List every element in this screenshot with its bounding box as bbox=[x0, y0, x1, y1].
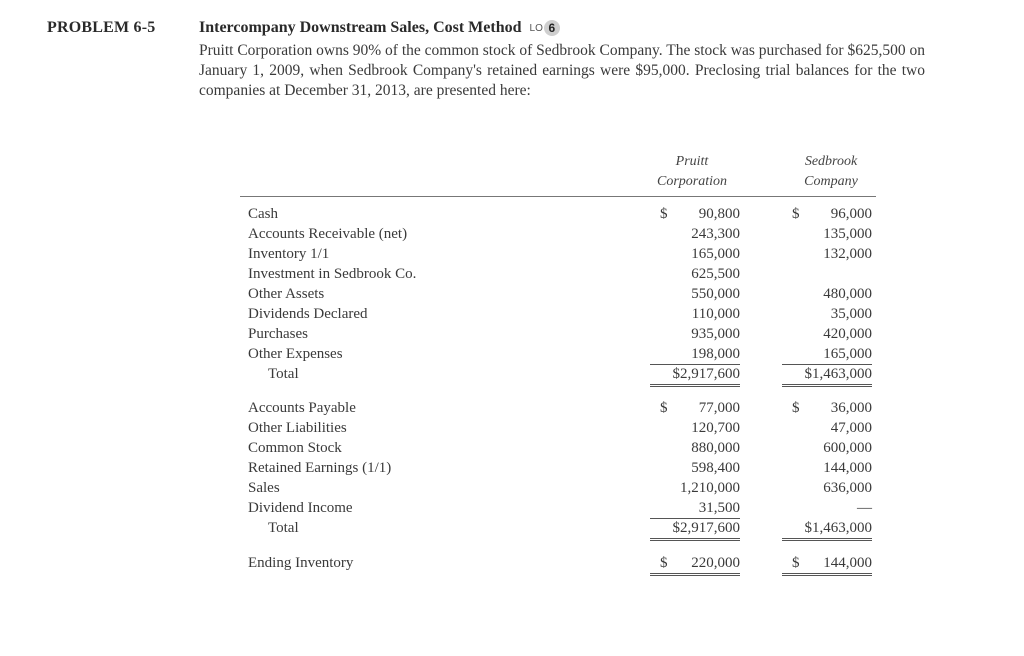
pruitt-value: 550,000 bbox=[691, 286, 740, 302]
sedbrook-value: 600,000 bbox=[823, 440, 872, 456]
column-header-sedbrook bbox=[771, 152, 891, 192]
pruitt-value: 31,500 bbox=[650, 498, 740, 519]
column-header-pruitt bbox=[632, 152, 752, 192]
problem-title bbox=[199, 19, 560, 37]
pruitt-value: 598,400 bbox=[691, 460, 740, 476]
sedbrook-value: 636,000 bbox=[823, 480, 872, 496]
column-header-pruitt-line2: Corporation bbox=[656, 174, 727, 189]
dollar-sign: $ bbox=[792, 400, 800, 416]
trial-balance-row bbox=[248, 418, 874, 438]
trial-balance-row bbox=[248, 498, 874, 518]
trial-balance-row bbox=[248, 224, 874, 244]
sedbrook-value: — bbox=[857, 500, 872, 516]
problem-title-text: Intercompany Downstream Sales, Cost Method bbox=[199, 19, 522, 36]
dollar-sign: $ bbox=[792, 555, 800, 571]
row-label: Retained Earnings (1/1) bbox=[248, 460, 392, 476]
ending-inventory-row bbox=[248, 553, 874, 573]
trial-balance-row bbox=[248, 304, 874, 324]
pruitt-total: $2,917,600 bbox=[650, 518, 740, 541]
sedbrook-value: 144,000 bbox=[782, 553, 872, 576]
pruitt-value: 935,000 bbox=[691, 326, 740, 342]
row-label: Other Liabilities bbox=[248, 420, 347, 436]
sedbrook-value: 96,000 bbox=[830, 206, 872, 222]
sedbrook-value: 420,000 bbox=[823, 326, 872, 342]
pruitt-value: 77,000 bbox=[698, 400, 740, 416]
row-label: Other Expenses bbox=[248, 346, 343, 362]
sedbrook-total: $1,463,000 bbox=[782, 518, 872, 541]
row-label: Cash bbox=[248, 206, 278, 222]
column-header-sedbrook-line1: Sedbrook bbox=[804, 154, 858, 169]
trial-balance-row bbox=[248, 478, 874, 498]
row-label: Common Stock bbox=[248, 440, 342, 456]
row-label: Ending Inventory bbox=[248, 555, 354, 571]
sedbrook-value: 36,000 bbox=[830, 400, 872, 416]
trial-balance-row bbox=[248, 264, 874, 284]
sedbrook-value: 132,000 bbox=[823, 246, 872, 262]
pruitt-value: 198,000 bbox=[650, 344, 740, 365]
row-label: Investment in Sedbrook Co. bbox=[248, 266, 417, 282]
sedbrook-value: 35,000 bbox=[830, 306, 872, 322]
trial-balance-row bbox=[248, 458, 874, 478]
trial-balance-row bbox=[248, 398, 874, 418]
row-label: Sales bbox=[248, 480, 280, 496]
dollar-sign: $ bbox=[660, 400, 668, 416]
pruitt-value: 120,700 bbox=[691, 420, 740, 436]
total-row bbox=[248, 518, 874, 538]
pruitt-value: 1,210,000 bbox=[680, 480, 740, 496]
column-header-pruitt-line1: Pruitt bbox=[675, 154, 709, 169]
pruitt-value: 243,300 bbox=[691, 226, 740, 242]
pruitt-value: 90,800 bbox=[698, 206, 740, 222]
trial-balance-row bbox=[248, 244, 874, 264]
row-label: Accounts Payable bbox=[248, 400, 356, 416]
trial-balance-row bbox=[248, 324, 874, 344]
pruitt-total: $2,917,600 bbox=[650, 364, 740, 387]
lo-prefix: LO bbox=[529, 22, 543, 34]
row-label: Dividend Income bbox=[248, 500, 353, 516]
trial-balance-row bbox=[248, 344, 874, 364]
problem-label: PROBLEM 6-5 bbox=[47, 19, 156, 36]
learning-objective-badge bbox=[530, 20, 560, 36]
pruitt-value: 625,500 bbox=[691, 266, 740, 282]
total-row bbox=[248, 364, 874, 384]
lo-number: 6 bbox=[544, 20, 560, 36]
dollar-sign: $ bbox=[660, 206, 668, 222]
problem-intro: Pruitt Corporation owns 90% of the common stock of Sedbrook Company. The stock was purchased for $625,500 on January 1, 2009, when Sedbrook Company's retained earnings were $95,000. Preclosing trial balances for the two companies at December 31, 2013, are presented here: bbox=[199, 42, 925, 99]
row-label: Accounts Receivable (net) bbox=[248, 226, 408, 242]
sedbrook-value: 144,000 bbox=[823, 460, 872, 476]
trial-balance-row bbox=[248, 204, 874, 224]
row-label: Total bbox=[268, 520, 299, 536]
dollar-sign: $ bbox=[792, 206, 800, 222]
sedbrook-value: 165,000 bbox=[782, 344, 872, 365]
pruitt-value: 165,000 bbox=[691, 246, 740, 262]
dollar-sign: $ bbox=[660, 555, 668, 571]
row-label: Purchases bbox=[248, 326, 308, 342]
row-label: Other Assets bbox=[248, 286, 325, 302]
sedbrook-value: 135,000 bbox=[823, 226, 872, 242]
pruitt-value: 880,000 bbox=[691, 440, 740, 456]
sedbrook-value: 480,000 bbox=[823, 286, 872, 302]
sedbrook-total: $1,463,000 bbox=[782, 364, 872, 387]
row-label: Total bbox=[268, 366, 299, 382]
row-label: Dividends Declared bbox=[248, 306, 368, 322]
pruitt-value: 220,000 bbox=[650, 553, 740, 576]
header-rule bbox=[240, 196, 876, 197]
column-header-sedbrook-line2: Company bbox=[804, 174, 858, 189]
trial-balance-row bbox=[248, 438, 874, 458]
pruitt-value: 110,000 bbox=[691, 306, 740, 322]
trial-balance-row bbox=[248, 284, 874, 304]
row-label: Inventory 1/1 bbox=[248, 246, 330, 262]
sedbrook-value: 47,000 bbox=[830, 420, 872, 436]
